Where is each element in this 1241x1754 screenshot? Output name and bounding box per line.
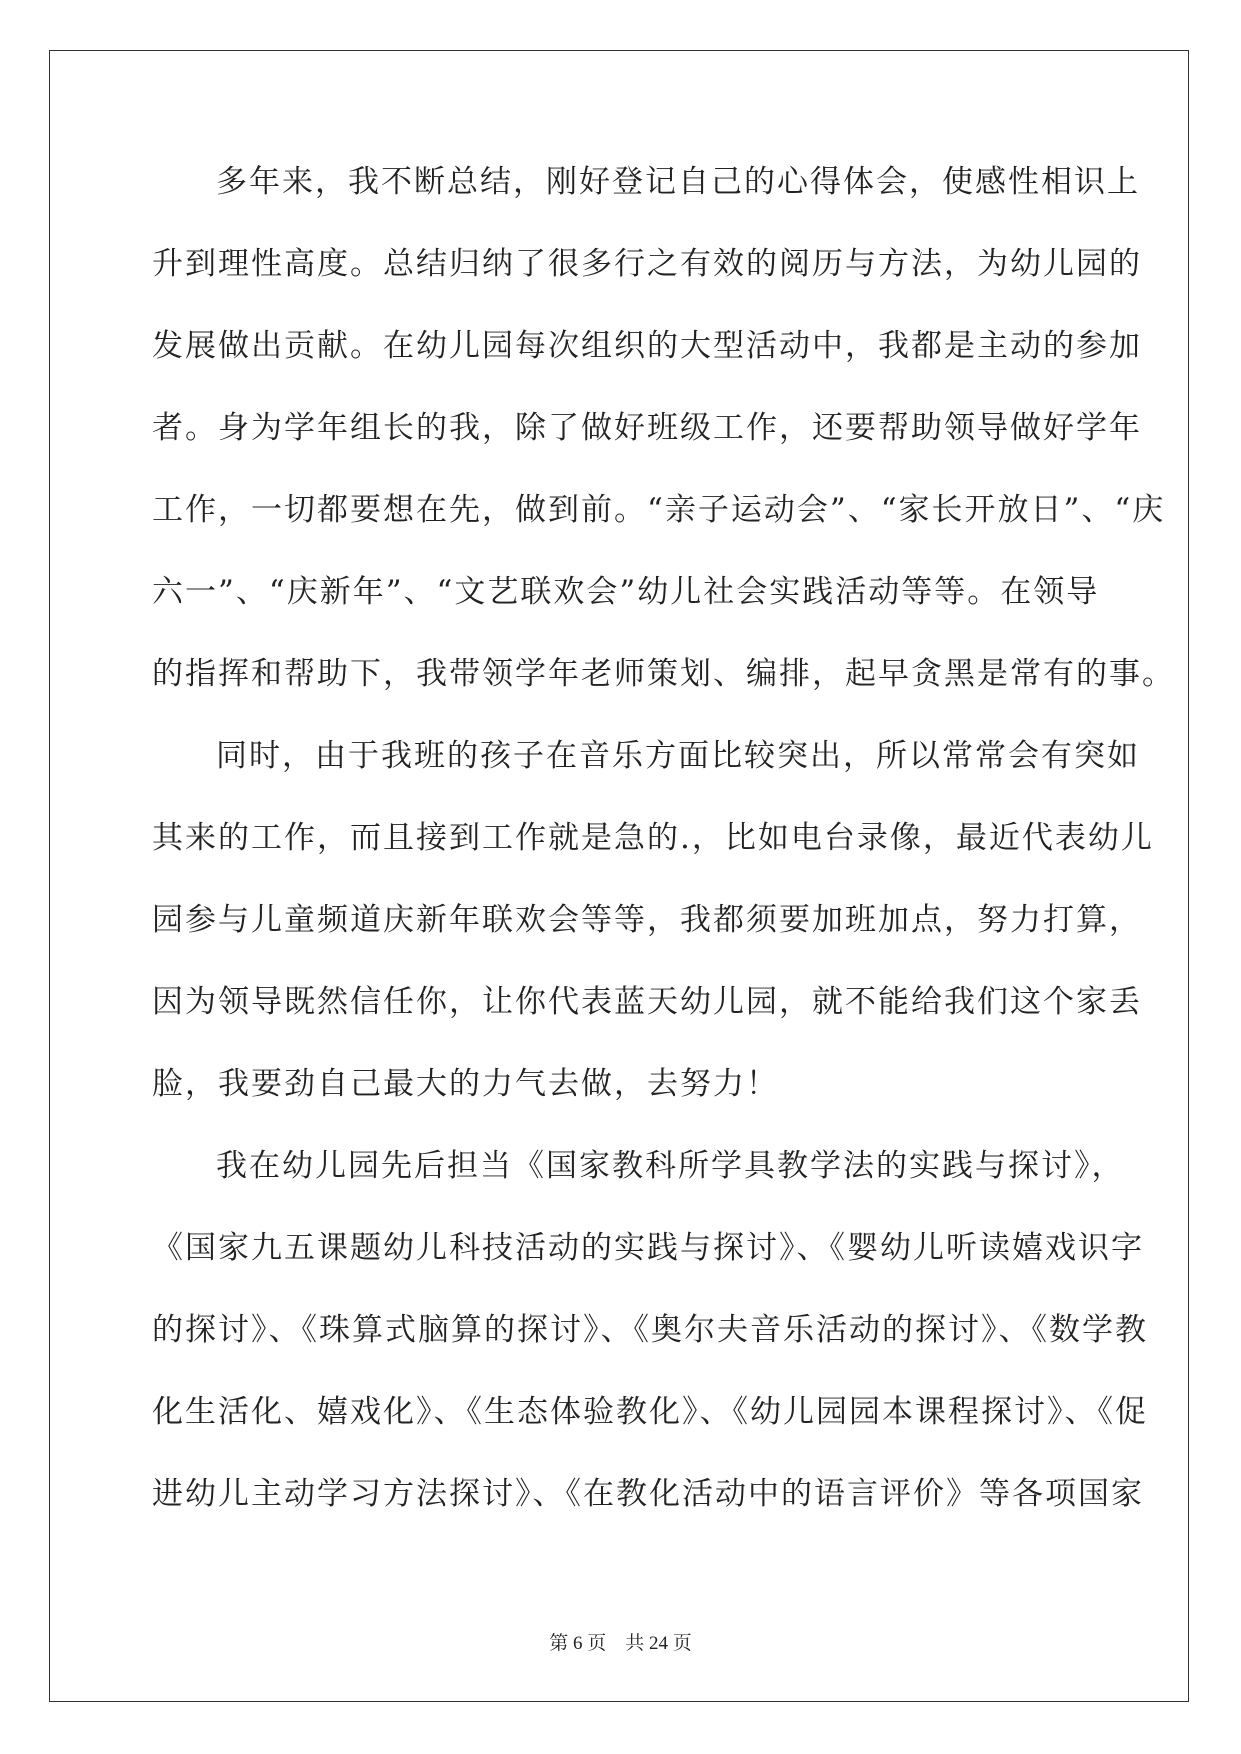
paragraph-1-line-6: 六一”、“庆新年”、“文艺联欢会”幼儿社会实践活动等等。在领导: [152, 574, 1100, 610]
paragraph-1-line-4: 者。身为学年组长的我，除了做好班级工作，还要帮助领导做好学年: [152, 410, 1142, 446]
page-number-footer: 第 6 页 共 24 页: [549, 1633, 692, 1654]
paragraph-1-line-7: 的指挥和帮助下，我带领学年老师策划、编排，起早贪黑是常有的事。: [152, 656, 1175, 692]
paragraph-1-line-2: 升到理性高度。总结归纳了很多行之有效的阅历与方法，为幼儿园的: [152, 246, 1142, 282]
paragraph-2-line-3: 园参与儿童频道庆新年联欢会等等，我都须要加班加点，努力打算，: [152, 902, 1142, 938]
paragraph-2-line-5: 脸，我要劲自己最大的力气去做，去努力！: [152, 1066, 779, 1102]
paragraph-1-line-3: 发展做出贡献。在幼儿园每次组织的大型活动中，我都是主动的参加: [152, 328, 1142, 364]
paragraph-2-line-2: 其来的工作，而且接到工作就是急的.，比如电台录像，最近代表幼儿: [152, 820, 1154, 856]
paragraph-2-line-4: 因为领导既然信任你，让你代表蓝天幼儿园，就不能给我们这个家丢: [152, 984, 1142, 1020]
paragraph-3-line-1: 我在幼儿园先后担当《国家教科所学具教学法的实践与探讨》，: [216, 1148, 1125, 1184]
paragraph-1-line-1: 多年来，我不断总结，刚好登记自己的心得体会，使感性相识上: [216, 164, 1140, 200]
paragraph-3-line-3: 的探讨》、《珠算式脑算的探讨》、《奥尔夫音乐活动的探讨》、《数学教: [152, 1312, 1148, 1348]
paragraph-1-line-5: 工作，一切都要想在先，做到前。“亲子运动会”、“家长开放日”、“庆: [152, 492, 1166, 528]
paragraph-2-line-1: 同时，由于我班的孩子在音乐方面比较突出，所以常常会有突如: [216, 738, 1140, 774]
paragraph-3-line-2: 《国家九五课题幼儿科技活动的实践与探讨》、《婴幼儿听读嬉戏识字: [152, 1230, 1144, 1266]
paragraph-3-line-4: 化生活化、嬉戏化》、《生态体验教化》、《幼儿园园本课程探讨》、《促: [152, 1394, 1148, 1430]
paragraph-3-line-5: 进幼儿主动学习方法探讨》、《在教化活动中的语言评价》等各项国家: [152, 1476, 1144, 1512]
document-body: [152, 160, 1175, 1554]
